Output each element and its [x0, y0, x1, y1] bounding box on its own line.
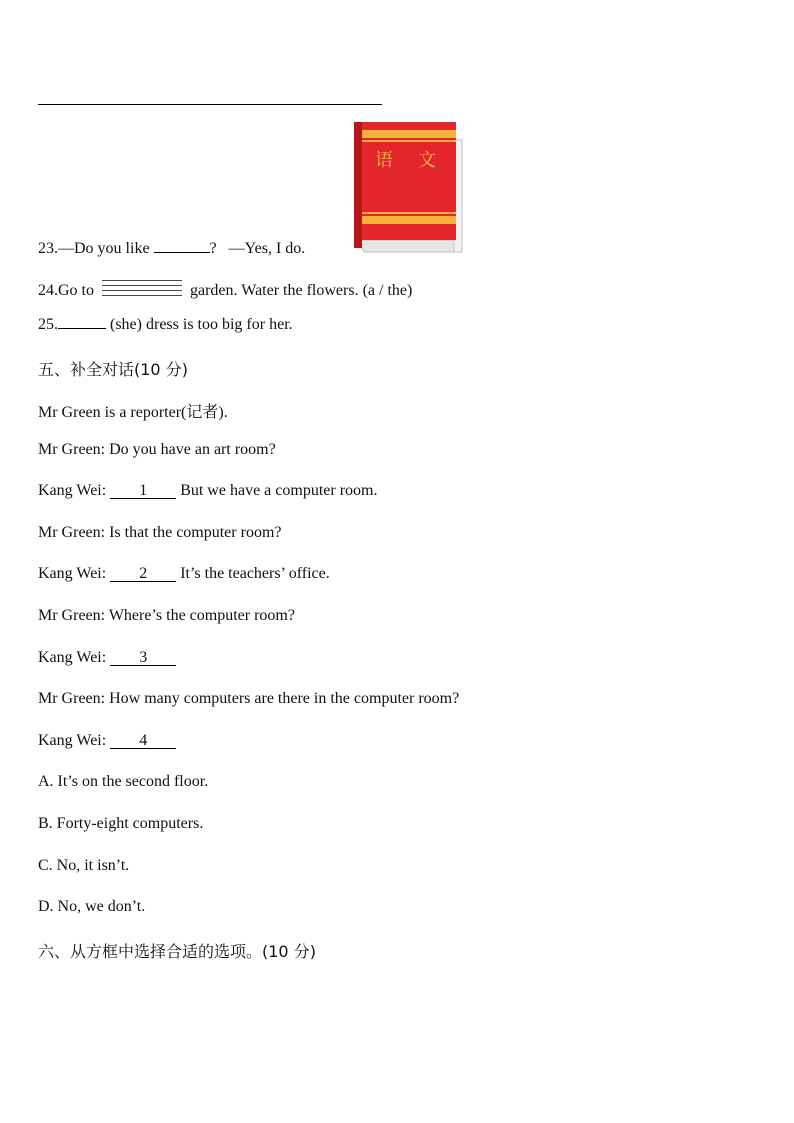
- question-text: (she) dress is too big for her.: [110, 316, 293, 333]
- option-d: D. No, we don’t.: [38, 898, 146, 915]
- answer-blank-4[interactable]: 4: [110, 734, 176, 749]
- option-c: C. No, it isn’t.: [38, 857, 130, 874]
- question-25: [38, 316, 293, 334]
- question-mark: ?: [209, 240, 217, 257]
- section-6-heading: 六、从方框中选择合适的选项。(10 分): [38, 942, 316, 961]
- book-title-char-2: 文: [418, 150, 436, 171]
- answer-blank-1[interactable]: 1: [110, 484, 176, 499]
- book-stripe-top: [362, 130, 456, 138]
- section-5-heading: 五、补全对话(10 分): [38, 360, 188, 379]
- chinese-textbook-illustration: [350, 118, 466, 258]
- dialogue-line: [38, 690, 459, 708]
- question-text-rest: garden. Water the flowers. (a / the): [190, 282, 413, 299]
- line-text: Is that the computer room?: [109, 524, 282, 541]
- dialogue-intro: Mr Green is a reporter(记者).: [38, 404, 228, 421]
- answer-blank-3[interactable]: 3: [110, 651, 176, 666]
- dash: —: [228, 240, 245, 257]
- question-number: 23.: [38, 240, 58, 257]
- line-text: Do you have an art room?: [109, 441, 276, 458]
- dialogue-line: [38, 524, 281, 542]
- dialogue-line: [38, 482, 377, 500]
- speaker: Mr Green:: [38, 441, 106, 458]
- dialogue-line: [38, 441, 276, 459]
- reply-text: Yes, I do.: [244, 240, 306, 257]
- book-title-char-1: 语: [375, 150, 393, 171]
- speaker: Kang Wei:: [38, 565, 107, 582]
- fill-blank[interactable]: [58, 327, 106, 329]
- speaker: Mr Green:: [38, 607, 106, 624]
- answer-line: [38, 104, 382, 105]
- line-text: But we have a computer room.: [180, 482, 378, 499]
- question-23: [38, 240, 305, 258]
- question-24: [38, 279, 412, 301]
- dialogue-line: [38, 607, 295, 625]
- question-number: 25.: [38, 316, 58, 333]
- option-a: A. It’s on the second floor.: [38, 773, 209, 790]
- answer-blank-2[interactable]: 2: [110, 567, 176, 582]
- question-text: Go to: [58, 282, 94, 299]
- line-text: How many computers are there in the computer room?: [109, 690, 460, 707]
- option-b: B. Forty-eight computers.: [38, 815, 204, 832]
- dialogue-line: [38, 649, 176, 667]
- fill-blank-lines[interactable]: [102, 279, 182, 301]
- dialogue-line: [38, 565, 330, 583]
- speaker: Kang Wei:: [38, 732, 107, 749]
- dash: —: [58, 240, 74, 257]
- dialogue-line: [38, 732, 176, 750]
- fill-blank[interactable]: [154, 251, 210, 253]
- speaker: Mr Green:: [38, 524, 106, 541]
- question-text: Do you like: [74, 240, 150, 257]
- question-number: 24.: [38, 282, 58, 299]
- line-text: It’s the teachers’ office.: [180, 565, 330, 582]
- speaker: Kang Wei:: [38, 649, 107, 666]
- line-text: Where’s the computer room?: [108, 607, 295, 624]
- book-stripe-bottom: [362, 216, 456, 224]
- speaker: Mr Green:: [38, 690, 106, 707]
- book-spine: [354, 122, 362, 248]
- speaker: Kang Wei:: [38, 482, 107, 499]
